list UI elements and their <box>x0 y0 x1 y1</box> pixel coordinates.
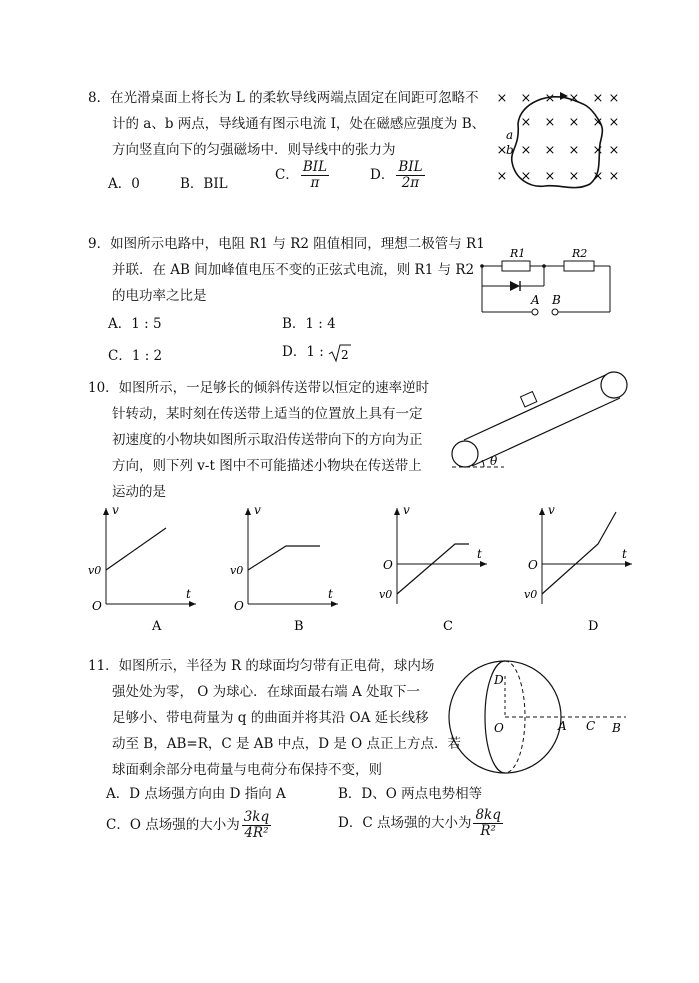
q9-resistor-r1 <box>502 261 530 271</box>
q10-line2: 针转动，某时刻在传送带上适当的位置放上具有一定 <box>112 406 423 422</box>
q10-vt-graphs <box>84 506 644 636</box>
q10-line4: 方向，则下列 v-t 图中不可能描述小物块在传送带上 <box>112 458 422 474</box>
q8-cross-mark: × <box>608 91 620 106</box>
q11-option-c-label: C．O 点场强的大小为 <box>106 817 240 833</box>
q11-option-b: B．D、O 两点电势相等 <box>338 786 483 802</box>
q9-terminal-a <box>532 309 538 315</box>
q9-option-c: C．1 : 2 <box>108 348 163 364</box>
q11-option-c-denominator: 4R² <box>244 825 269 841</box>
vt-x-arrow <box>331 601 338 607</box>
q8-option-c <box>275 160 331 191</box>
vt-graph-label: C <box>443 619 453 634</box>
q11-sphere-figure <box>448 654 638 784</box>
q8-option-d-label: D． <box>370 167 395 183</box>
vt-x-arrow <box>625 561 632 567</box>
q8-magnetic-field-figure <box>490 84 620 209</box>
vt-y-arrow <box>394 508 400 515</box>
q8-cross-mark: × <box>592 143 604 158</box>
q9-label-r2: R2 <box>572 247 588 260</box>
q8-option-c-denominator: π <box>310 175 320 191</box>
q9-option-d-label: D．1 : <box>282 344 324 360</box>
vt-y-arrow <box>245 508 251 515</box>
q11-option-c-fraction <box>242 810 271 841</box>
q11-option-c-numerator: 3kq <box>243 809 270 825</box>
q8-label-b: b <box>506 143 514 157</box>
q11-label-d: D <box>494 673 504 687</box>
vt-curve <box>106 528 166 570</box>
vt-label-v: v <box>112 506 119 517</box>
q8-cross-mark: × <box>568 91 580 106</box>
q10-block <box>520 392 536 407</box>
vt-y-arrow <box>539 508 545 515</box>
q8-cross-mark: × <box>568 169 580 184</box>
q9-option-a: A．1 : 5 <box>108 316 162 332</box>
vt-label-v0: v0 <box>379 588 393 601</box>
q11-line3: 足够小、带电荷量为 q 的曲面并将其沿 OA 延长线移 <box>112 710 429 726</box>
q9-option-d <box>282 340 352 363</box>
q8-cross-mark: × <box>496 143 508 158</box>
q11-line1: 11．如图所示，半径为 R 的球面均匀带有正电荷，球内场 <box>88 658 435 674</box>
q9-label-r1: R1 <box>510 247 526 260</box>
q10-line5: 运动的是 <box>112 484 166 500</box>
q8-cross-mark: × <box>608 115 620 130</box>
q8-cross-mark: × <box>592 115 604 130</box>
q9-option-b: B．1 : 4 <box>282 316 336 332</box>
q8-cross-mark: × <box>520 169 532 184</box>
vt-graph-label: B <box>294 619 304 634</box>
q10-line3: 初速度的小物块如图所示取沿传送带向下的方向为正 <box>112 432 423 448</box>
q11-option-c <box>106 810 273 841</box>
q11-option-d <box>338 808 505 839</box>
q10-lower-pulley <box>452 441 478 467</box>
q8-cross-mark: × <box>520 143 532 158</box>
q11-line2: 强处处为零， O 为球心．在球面最右端 A 处取下一 <box>112 684 420 700</box>
vt-label-o: O <box>528 558 538 572</box>
q9-diode <box>510 281 520 291</box>
q8-cross-mark: × <box>568 115 580 130</box>
q11-label-o: O <box>494 721 504 735</box>
q9-resistor-r2 <box>564 261 594 271</box>
q8-cross-mark: × <box>496 91 508 106</box>
q8-option-c-label: C． <box>275 167 299 183</box>
q8-line2: 计的 a、b 两点，导线通有图示电流 I，处在磁感应强度为 B、 <box>112 116 486 132</box>
q11-label-c: C <box>586 719 596 733</box>
q8-option-d-numerator: BIL <box>398 159 423 175</box>
q11-option-d-label: D．C 点场强的大小为 <box>338 815 472 831</box>
q8-option-d <box>370 160 427 191</box>
q8-cross-mark: × <box>608 169 620 184</box>
q9-line3: 的电功率之比是 <box>112 288 207 304</box>
q9-line1: 9．如图所示电路中，电阻 R1 与 R2 阻值相同，理想二极管与 R1 <box>88 236 485 252</box>
q8-cross-mark: × <box>592 91 604 106</box>
q11-option-d-denominator: R² <box>480 823 496 839</box>
q8-cross-mark: × <box>608 143 620 158</box>
q8-option-d-denominator: 2π <box>401 175 420 191</box>
q10-belt-top <box>464 372 612 440</box>
vt-label-t: t <box>186 587 191 601</box>
vt-x-arrow <box>189 601 196 607</box>
vt-curve <box>542 512 616 594</box>
vt-label-v0: v0 <box>88 564 102 577</box>
q8-line1: 8．在光滑桌面上将长为 L 的柔软导线两端点固定在间距可忽略不 <box>88 90 479 106</box>
q10-upper-pulley <box>601 372 627 398</box>
q8-cross-mark: × <box>592 169 604 184</box>
vt-y-arrow <box>103 508 109 515</box>
vt-label-o: O <box>383 558 393 572</box>
q10-line1: 10．如图所示，一足够长的倾斜传送带以恒定的速率逆时 <box>88 380 430 396</box>
q9-label-a: A <box>531 293 540 307</box>
q9-junction <box>480 264 484 268</box>
q9-circuit-figure <box>476 242 618 322</box>
vt-label-v: v <box>403 506 410 517</box>
q9-line2: 并联．在 AB 间加峰值电压不变的正弦式电流，则 R1 与 R2 <box>112 262 475 278</box>
q11-option-a: A．D 点场强方向由 D 指向 A <box>106 786 286 802</box>
q11-line5: 球面剩余部分电荷量与电荷分布保持不变，则 <box>112 762 382 778</box>
vt-x-arrow <box>480 561 487 567</box>
q8-cross-mark: × <box>544 143 556 158</box>
vt-label-v0: v0 <box>524 588 538 601</box>
q9-option-d-radicand: 2 <box>341 347 349 362</box>
q11-label-b: B <box>612 721 621 735</box>
q10-conveyor-figure <box>444 366 630 472</box>
q9-terminal-b <box>552 309 558 315</box>
q9-junction <box>542 264 546 268</box>
q8-cross-mark: × <box>544 91 556 106</box>
vt-curve <box>248 546 320 570</box>
vt-label-o: O <box>234 599 244 613</box>
q11-label-a: A <box>558 719 567 733</box>
vt-graph-label: A <box>152 619 162 634</box>
q8-cross-mark: × <box>544 115 556 130</box>
vt-graph-label: D <box>588 619 599 634</box>
q8-option-c-fraction <box>301 160 329 191</box>
q11-line4: 动至 B，AB=R，C 是 AB 中点，D 是 O 点正上方点．若 <box>112 736 461 752</box>
vt-label-v0: v0 <box>230 564 244 577</box>
vt-label-t: t <box>622 547 627 561</box>
q8-cross-mark: × <box>544 169 556 184</box>
q10-label-theta: θ <box>490 454 498 468</box>
vt-curve <box>397 544 469 594</box>
q8-cross-mark: × <box>520 115 532 130</box>
vt-label-v: v <box>254 506 261 517</box>
vt-label-o: O <box>92 599 102 613</box>
q9-option-d-sqrt <box>328 343 352 363</box>
q8-cross-mark: × <box>496 169 508 184</box>
vt-label-t: t <box>328 587 333 601</box>
vt-label-v: v <box>548 506 555 517</box>
q8-option-c-numerator: BIL <box>302 159 328 175</box>
q9-label-b: B <box>552 293 561 307</box>
vt-label-t: t <box>477 547 482 561</box>
q8-option-d-fraction <box>396 160 424 191</box>
q11-option-d-fraction <box>473 808 502 839</box>
q8-line3: 方向竖直向下的匀强磁场中．则导线中的张力为 <box>112 142 396 158</box>
q8-option-a: A．0 <box>108 176 140 192</box>
q8-cross-mark: × <box>568 143 580 158</box>
q8-label-a: a <box>506 128 514 142</box>
q8-cross-mark: × <box>520 91 532 106</box>
q11-option-d-numerator: 8kq <box>475 807 501 823</box>
q8-option-b: B．BIL <box>180 176 228 192</box>
